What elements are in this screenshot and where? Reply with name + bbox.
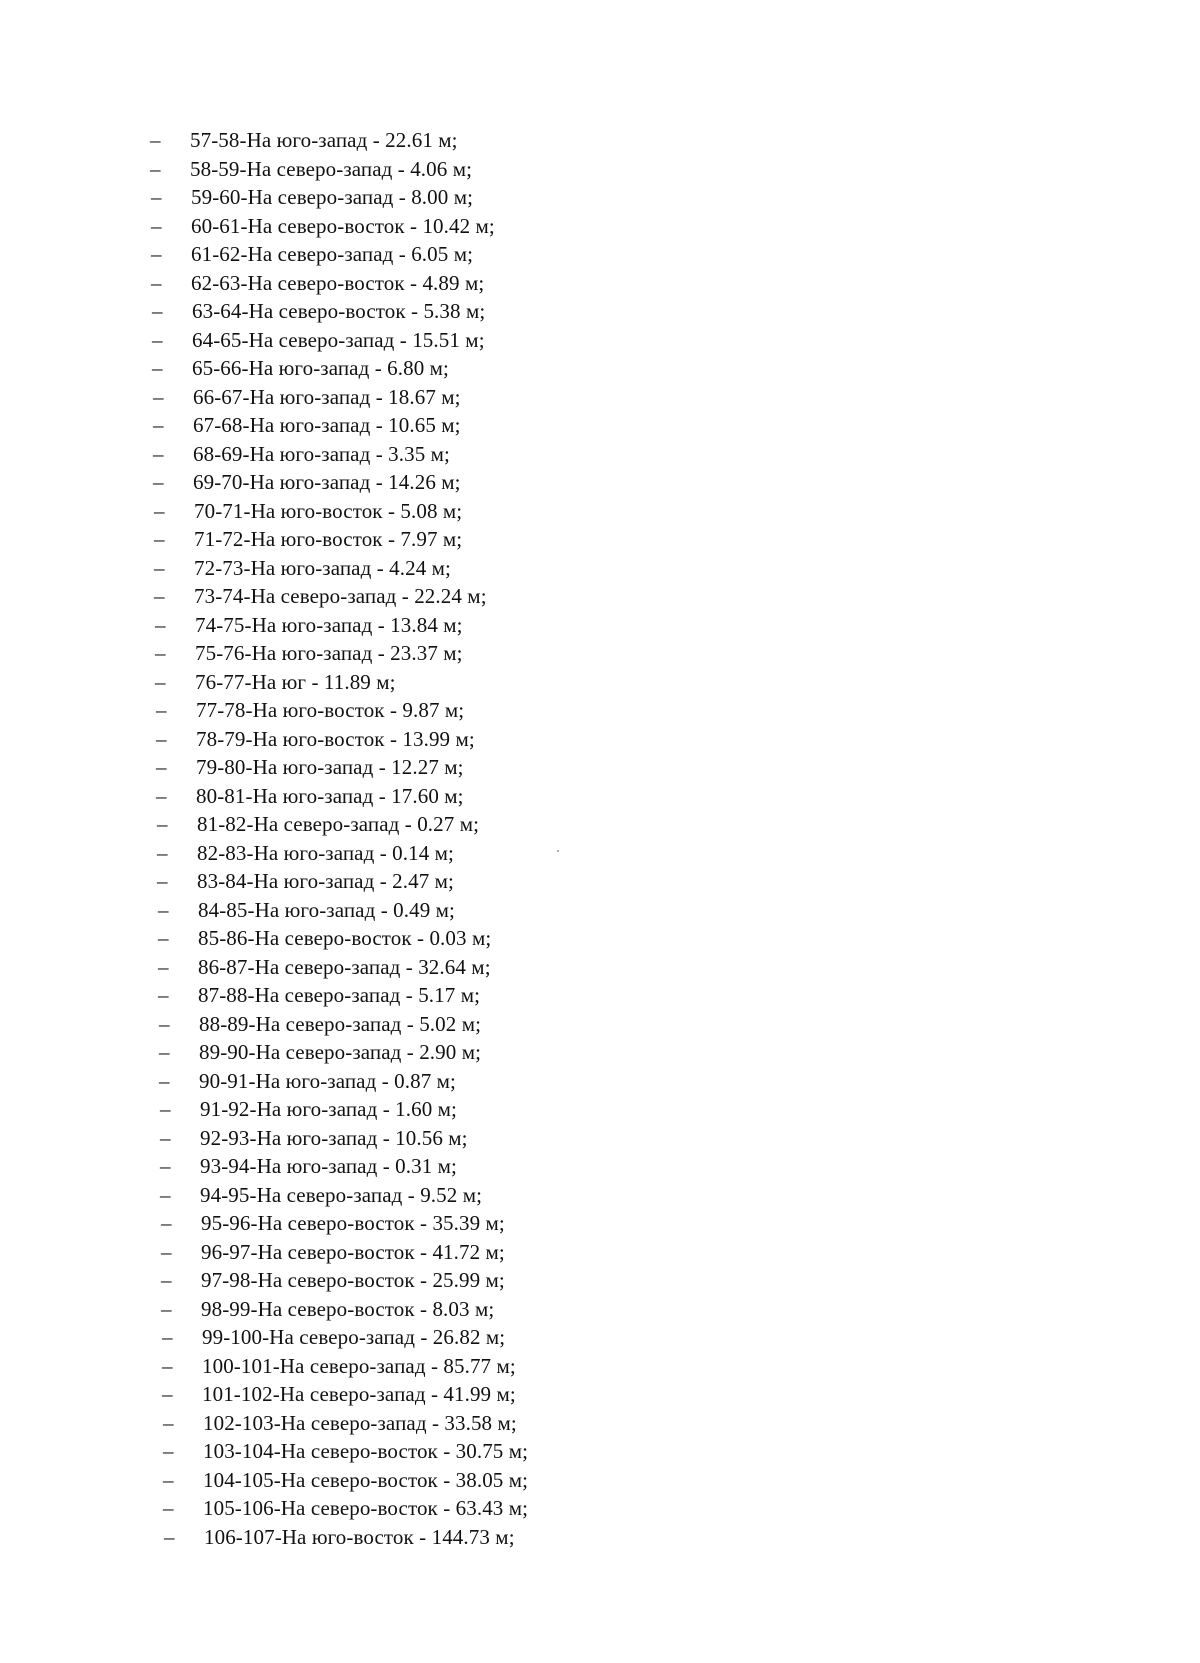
list-item [162, 1323, 528, 1352]
segment-text: 92-93-На юго-запад - 10.56 м; [200, 1125, 468, 1150]
bullet-dash: – [156, 726, 167, 751]
bullet-dash: – [151, 270, 162, 295]
list-item [159, 1038, 528, 1067]
list-item [152, 354, 528, 383]
bullet-dash: – [159, 1040, 170, 1064]
list-item [155, 611, 528, 640]
list-item [151, 240, 528, 269]
segment-text: 72-73-На юго-запад - 4.24 м; [194, 555, 451, 580]
bullet-dash: – [158, 926, 169, 950]
list-item [159, 1010, 528, 1039]
bullet-dash: – [154, 584, 165, 608]
bullet-dash: – [163, 1410, 174, 1435]
segment-text: 81-82-На северо-запад - 0.27 м; [197, 812, 480, 836]
bullet-dash: – [159, 1011, 170, 1036]
segment-text: 64-65-На северо-запад - 15.51 м; [192, 327, 485, 352]
segment-text: 99-100-На северо-запад - 26.82 м; [202, 1325, 506, 1349]
segment-text: 66-67-На юго-запад - 18.67 м; [193, 384, 461, 409]
bullet-dash: – [157, 840, 168, 865]
list-item [161, 1295, 528, 1324]
list-item [156, 696, 528, 725]
bullet-dash: – [153, 413, 164, 437]
list-item [161, 1266, 528, 1295]
bullet-dash: – [153, 384, 164, 409]
segment-text: 67-68-На юго-запад - 10.65 м; [193, 413, 461, 437]
bullet-dash: – [162, 1382, 173, 1406]
list-item [161, 1238, 528, 1267]
bullet-dash: – [155, 641, 166, 665]
bullet-dash: – [155, 669, 166, 694]
segment-text: 78-79-На юго-восток - 13.99 м; [196, 726, 475, 751]
bullet-dash: – [151, 242, 162, 266]
segment-text: 98-99-На северо-восток - 8.03 м; [201, 1296, 495, 1321]
segment-text: 61-62-На северо-запад - 6.05 м; [191, 242, 474, 266]
bullet-dash: – [157, 869, 168, 893]
segment-text: 59-60-На северо-запад - 8.00 м; [191, 185, 474, 209]
bullet-dash: – [157, 812, 168, 836]
segment-text: 89-90-На северо-запад - 2.90 м; [199, 1040, 482, 1064]
segment-text: 62-63-На северо-восток - 4.89 м; [191, 270, 485, 295]
list-item [163, 1437, 528, 1466]
bullet-dash: – [164, 1524, 175, 1549]
list-item [153, 411, 528, 440]
bullet-dash: – [153, 441, 164, 466]
list-item [154, 497, 528, 526]
bullet-dash: – [160, 1125, 171, 1150]
list-item [150, 155, 528, 184]
segment-text: 90-91-На юго-запад - 0.87 м; [199, 1068, 456, 1093]
bullet-dash: – [160, 1154, 171, 1178]
list-item [157, 867, 528, 896]
list-item [153, 468, 528, 497]
segment-text: 74-75-На юго-запад - 13.84 м; [195, 612, 463, 637]
bullet-dash: – [154, 498, 165, 523]
list-item [163, 1409, 528, 1438]
list-item [151, 269, 528, 298]
segment-text: 70-71-На юго-восток - 5.08 м; [194, 498, 463, 523]
bullet-dash: – [151, 213, 162, 238]
segment-text: 69-70-На юго-запад - 14.26 м; [193, 470, 461, 494]
bullet-dash: – [152, 327, 163, 352]
list-item [163, 1494, 528, 1523]
bullet-dash: – [162, 1325, 173, 1349]
list-item [152, 297, 528, 326]
boundary-segment-list [150, 126, 528, 1551]
list-item [162, 1380, 528, 1409]
list-item [156, 753, 528, 782]
segment-text: 87-88-На северо-запад - 5.17 м; [198, 983, 481, 1007]
list-item [152, 326, 528, 355]
segment-text: 63-64-На северо-восток - 5.38 м; [192, 299, 486, 323]
list-item [153, 383, 528, 412]
list-item [161, 1209, 528, 1238]
segment-text: 82-83-На юго-запад - 0.14 м; [197, 840, 454, 865]
segment-text: 71-72-На юго-восток - 7.97 м; [194, 527, 463, 551]
bullet-dash: – [150, 128, 161, 152]
segment-text: 73-74-На северо-запад - 22.24 м; [194, 584, 487, 608]
segment-text: 97-98-На северо-восток - 25.99 м; [201, 1268, 505, 1292]
bullet-dash: – [152, 356, 163, 380]
bullet-dash: – [159, 1068, 170, 1093]
segment-text: 79-80-На юго-запад - 12.27 м; [196, 755, 464, 779]
bullet-dash: – [153, 470, 164, 494]
segment-text: 91-92-На юго-запад - 1.60 м; [200, 1097, 457, 1121]
segment-text: 84-85-На юго-запад - 0.49 м; [198, 897, 455, 922]
segment-text: 102-103-На северо-запад - 33.58 м; [203, 1410, 517, 1435]
bullet-dash: – [161, 1239, 172, 1264]
segment-text: 86-87-На северо-запад - 32.64 м; [198, 954, 491, 979]
segment-text: 60-61-На северо-восток - 10.42 м; [191, 213, 495, 238]
list-item [151, 183, 528, 212]
bullet-dash: – [161, 1211, 172, 1235]
list-item [157, 839, 528, 868]
segment-text: 75-76-На юго-запад - 23.37 м; [195, 641, 463, 665]
segment-text: 76-77-На юг - 11.89 м; [195, 669, 396, 694]
bullet-dash: – [154, 555, 165, 580]
list-item [158, 981, 528, 1010]
list-item [154, 525, 528, 554]
bullet-dash: – [156, 698, 167, 722]
scan-speck [557, 850, 559, 852]
list-item [164, 1523, 528, 1552]
list-item [154, 554, 528, 583]
list-item [157, 810, 528, 839]
segment-text: 100-101-На северо-запад - 85.77 м; [202, 1353, 516, 1378]
segment-text: 65-66-На юго-запад - 6.80 м; [192, 356, 449, 380]
bullet-dash: – [161, 1268, 172, 1292]
list-item [163, 1466, 528, 1495]
segment-text: 93-94-На юго-запад - 0.31 м; [200, 1154, 457, 1178]
bullet-dash: – [152, 299, 163, 323]
segment-text: 68-69-На юго-запад - 3.35 м; [193, 441, 450, 466]
segment-text: 85-86-На северо-восток - 0.03 м; [198, 926, 492, 950]
bullet-dash: – [163, 1467, 174, 1492]
list-item [155, 668, 528, 697]
bullet-dash: – [161, 1296, 172, 1321]
segment-text: 101-102-На северо-запад - 41.99 м; [202, 1382, 516, 1406]
list-item [160, 1095, 528, 1124]
list-item [159, 1067, 528, 1096]
bullet-dash: – [155, 612, 166, 637]
bullet-dash: – [162, 1353, 173, 1378]
segment-text: 103-104-На северо-восток - 30.75 м; [203, 1439, 529, 1463]
bullet-dash: – [151, 185, 162, 209]
segment-text: 58-59-На северо-запад - 4.06 м; [190, 156, 473, 181]
segment-text: 77-78-На юго-восток - 9.87 м; [196, 698, 465, 722]
segment-text: 96-97-На северо-восток - 41.72 м; [201, 1239, 505, 1264]
segment-text: 95-96-На северо-восток - 35.39 м; [201, 1211, 505, 1235]
list-item [150, 126, 528, 155]
segment-text: 105-106-На северо-восток - 63.43 м; [203, 1496, 529, 1520]
segment-text: 88-89-На северо-запад - 5.02 м; [199, 1011, 482, 1036]
list-item [155, 639, 528, 668]
bullet-dash: – [158, 954, 169, 979]
bullet-dash: – [163, 1439, 174, 1463]
list-item [158, 953, 528, 982]
list-item [158, 896, 528, 925]
list-item [162, 1352, 528, 1381]
bullet-dash: – [156, 755, 167, 779]
bullet-dash: – [163, 1496, 174, 1520]
segment-text: 83-84-На юго-запад - 2.47 м; [197, 869, 454, 893]
bullet-dash: – [158, 983, 169, 1007]
bullet-dash: – [158, 897, 169, 922]
list-item [160, 1124, 528, 1153]
segment-text: 57-58-На юго-запад - 22.61 м; [190, 128, 458, 152]
segment-text: 104-105-На северо-восток - 38.05 м; [203, 1467, 529, 1492]
bullet-dash: – [154, 527, 165, 551]
list-item [156, 782, 528, 811]
bullet-dash: – [150, 156, 161, 181]
bullet-dash: – [156, 783, 167, 808]
segment-text: 94-95-На северо-запад - 9.52 м; [200, 1182, 483, 1207]
list-item [156, 725, 528, 754]
list-item [160, 1181, 528, 1210]
list-item [154, 582, 528, 611]
segment-text: 80-81-На юго-запад - 17.60 м; [196, 783, 464, 808]
list-item [153, 440, 528, 469]
segment-text: 106-107-На юго-восток - 144.73 м; [204, 1524, 515, 1549]
list-item [151, 212, 528, 241]
list-item [158, 924, 528, 953]
list-item [160, 1152, 528, 1181]
bullet-dash: – [160, 1182, 171, 1207]
bullet-dash: – [160, 1097, 171, 1121]
